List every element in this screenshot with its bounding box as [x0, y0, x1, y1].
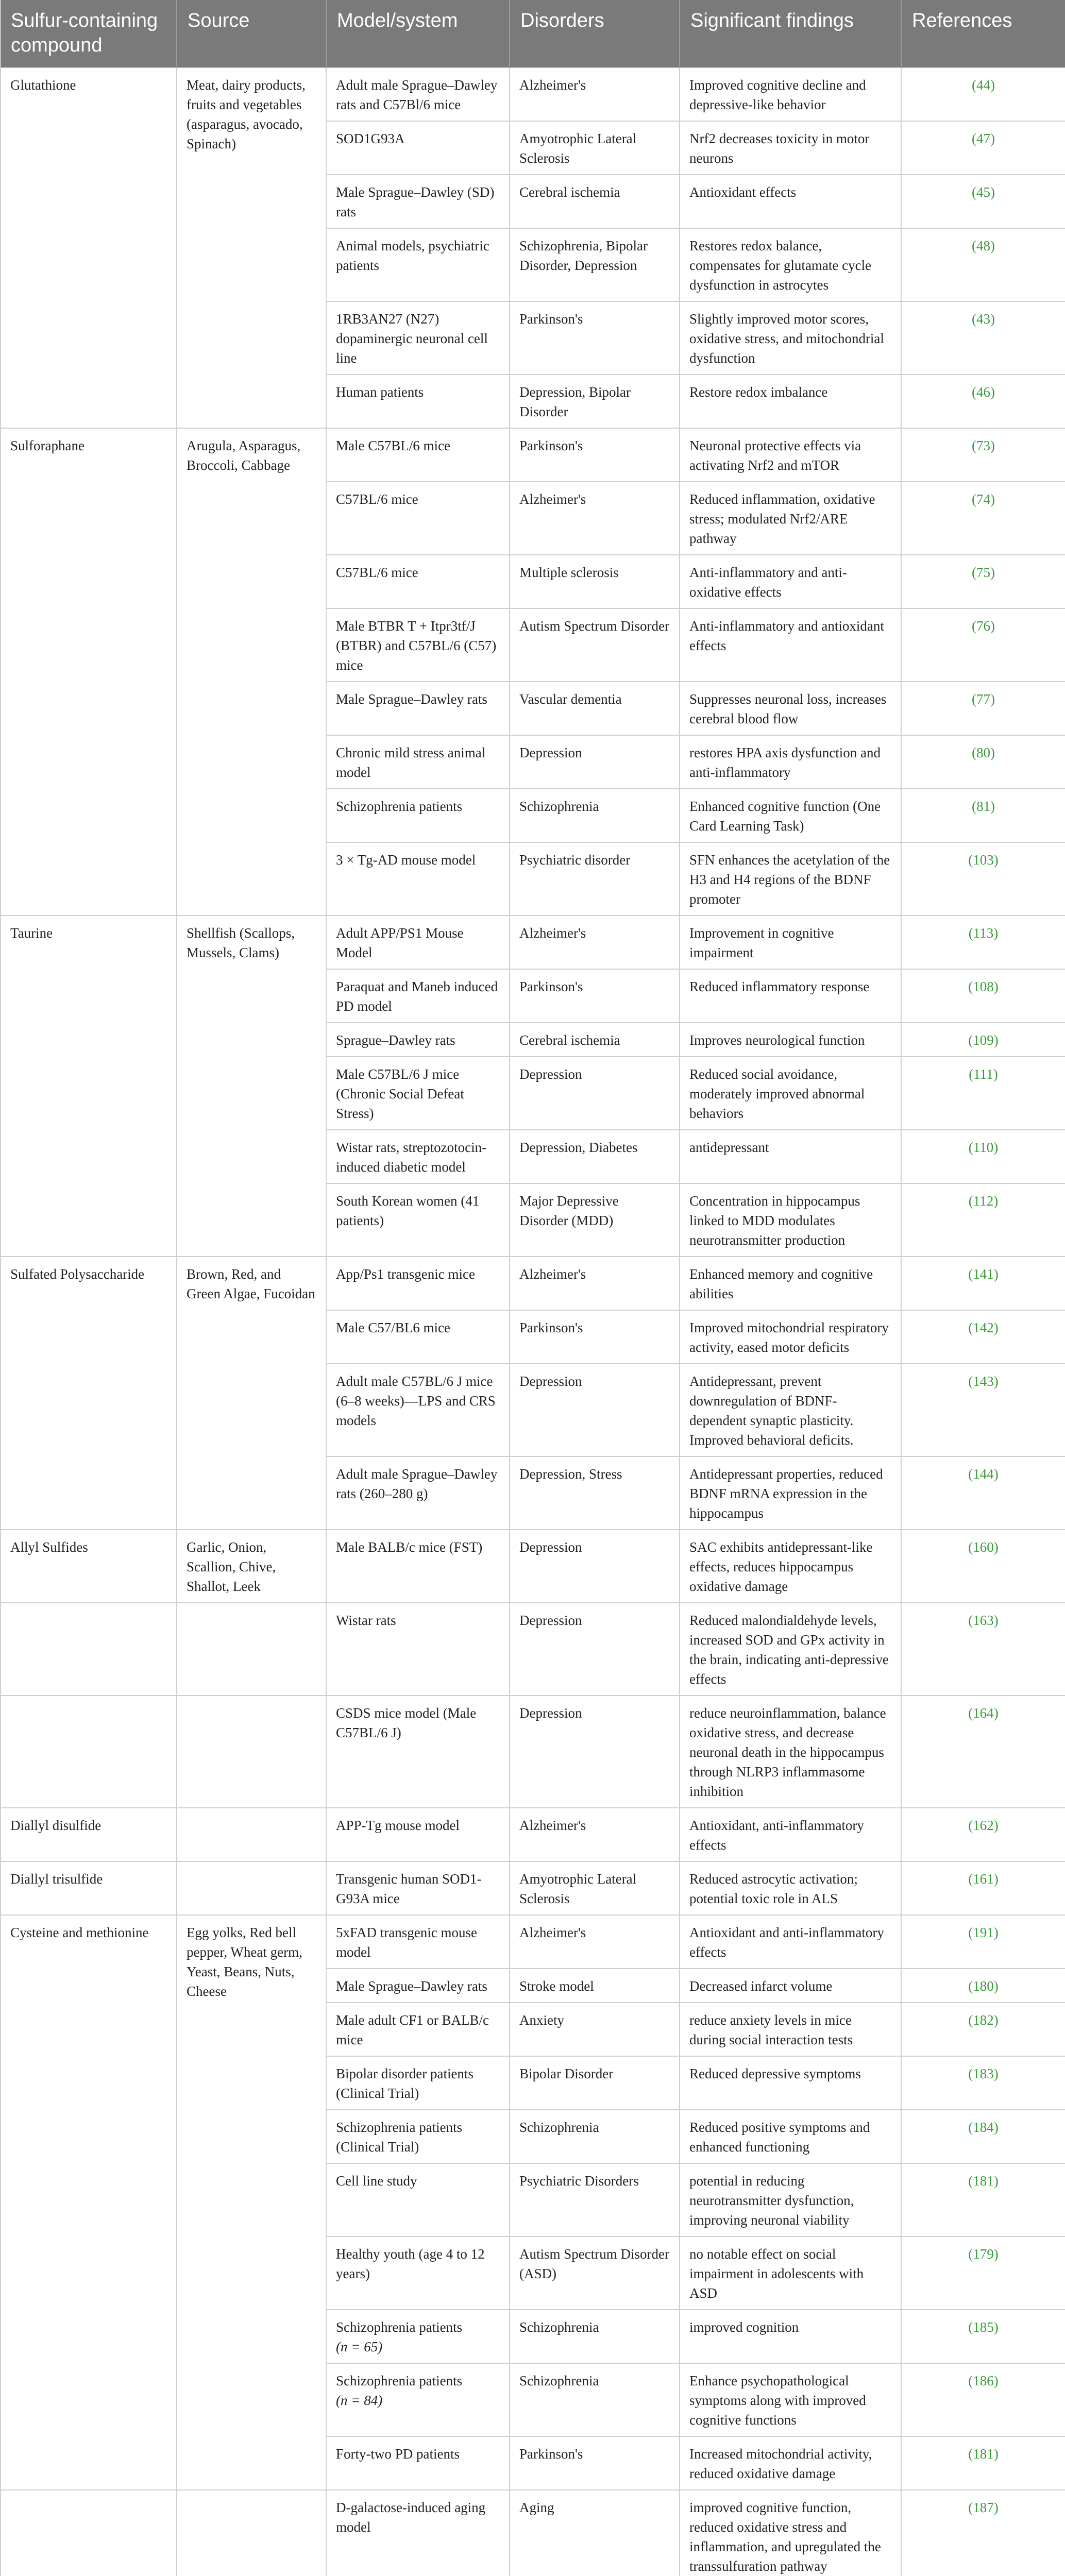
model-cell: Bipolar disorder patients (Clinical Trial) [326, 2056, 510, 2110]
source-cell [177, 2490, 326, 2576]
table-row [1, 1603, 1065, 1696]
disorder-cell: Parkinson's [510, 301, 680, 375]
reference-link[interactable]: (183) [901, 2056, 1065, 2110]
disorder-cell: Autism Spectrum Disorder (ASD) [510, 2236, 680, 2310]
finding-cell: improved cognitive function, reduced oxidative stress and inflammation, and upregulated the transsulfuration pathway [680, 2490, 901, 2576]
reference-link[interactable]: (180) [901, 1969, 1065, 2003]
finding-cell: antidepressant [680, 1130, 901, 1183]
reference-link[interactable]: (75) [901, 555, 1065, 608]
sample-size: (n = 65) [336, 2339, 383, 2354]
disorder-cell: Alzheimer's [510, 1915, 680, 1969]
reference-link[interactable]: (179) [901, 2236, 1065, 2310]
source-cell [177, 1603, 326, 1696]
disorder-cell: Depression, Diabetes [510, 1130, 680, 1183]
finding-cell: no notable effect on social impairment in adolescents with ASD [680, 2236, 901, 2310]
finding-cell: Enhanced cognitive function (One Card Learning Task) [680, 789, 901, 842]
reference-link[interactable]: (181) [901, 2436, 1065, 2490]
disorder-cell: Depression [510, 735, 680, 789]
model-cell [326, 2363, 510, 2436]
model-cell: Transgenic human SOD1-G93A mice [326, 1861, 510, 1915]
source-cell [177, 1696, 326, 1808]
reference-link[interactable]: (142) [901, 1310, 1065, 1364]
finding-cell: Improved cognitive decline and depressive-like behavior [680, 67, 901, 121]
header-row [1, 0, 1065, 67]
disorder-cell: Psychiatric Disorders [510, 2163, 680, 2236]
reference-link[interactable]: (109) [901, 1023, 1065, 1057]
finding-cell: Reduced inflammation, oxidative stress; modulated Nrf2/ARE pathway [680, 482, 901, 555]
compound-cell: Taurine [1, 916, 177, 1257]
model-cell: Male Sprague–Dawley (SD) rats [326, 175, 510, 228]
disorder-cell: Schizophrenia [510, 2363, 680, 2436]
model-cell: Wistar rats, streptozotocin-induced diabetic model [326, 1130, 510, 1183]
finding-cell: potential in reducing neurotransmitter dysfunction, improving neuronal viability [680, 2163, 901, 2236]
reference-link[interactable]: (143) [901, 1364, 1065, 1456]
finding-cell: Antioxidant, anti-inflammatory effects [680, 1808, 901, 1861]
table-row [1, 1530, 1065, 1603]
model-cell: C57BL/6 mice [326, 555, 510, 608]
table-row [1, 1808, 1065, 1861]
finding-cell: Reduced depressive symptoms [680, 2056, 901, 2110]
finding-cell: Antioxidant and anti-inflammatory effects [680, 1915, 901, 1969]
finding-cell: Improvement in cognitive impairment [680, 916, 901, 969]
reference-link[interactable]: (181) [901, 2163, 1065, 2236]
disorder-cell: Vascular dementia [510, 682, 680, 735]
finding-cell: Slightly improved motor scores, oxidative stress, and mitochondrial dysfunction [680, 301, 901, 375]
header-references: References [901, 0, 1065, 67]
table-row [1, 1257, 1065, 1310]
reference-link[interactable]: (44) [901, 67, 1065, 121]
model-cell: Adult male Sprague–Dawley rats and C57Bl/6 mice [326, 67, 510, 121]
disorder-cell: Parkinson's [510, 2436, 680, 2490]
reference-link[interactable]: (184) [901, 2110, 1065, 2163]
reference-link[interactable]: (103) [901, 842, 1065, 916]
reference-link[interactable]: (144) [901, 1456, 1065, 1530]
source-cell [177, 1808, 326, 1861]
finding-cell: Improves neurological function [680, 1023, 901, 1057]
disorder-cell: Bipolar Disorder [510, 2056, 680, 2110]
table-row [1, 1696, 1065, 1808]
finding-cell: Anti-inflammatory and antioxidant effects [680, 608, 901, 682]
model-cell: Paraquat and Maneb induced PD model [326, 969, 510, 1023]
disorder-cell: Depression, Stress [510, 1456, 680, 1530]
disorder-cell: Depression, Bipolar Disorder [510, 375, 680, 428]
disorder-cell: Depression [510, 1696, 680, 1808]
reference-link[interactable]: (141) [901, 1257, 1065, 1310]
model-cell: Adult male C57BL/6 J mice (6–8 weeks)—LPS and CRS models [326, 1364, 510, 1456]
finding-cell: reduce neuroinflammation, balance oxidative stress, and decrease neuronal death in the hippocampus through NLRP3 inflammasome inhibition [680, 1696, 901, 1808]
disorder-cell: Alzheimer's [510, 482, 680, 555]
compound-cell: Glutathione [1, 67, 177, 428]
finding-cell: Restores redox balance, compensates for glutamate cycle dysfunction in astrocytes [680, 228, 901, 301]
reference-link[interactable]: (46) [901, 375, 1065, 428]
table-row [1, 2490, 1065, 2576]
header-compound: Sulfur-containing compound [1, 0, 177, 67]
reference-link[interactable]: (111) [901, 1057, 1065, 1130]
model-cell: D-galactose-induced aging model [326, 2490, 510, 2576]
reference-link[interactable]: (77) [901, 682, 1065, 735]
model-text: Schizophrenia patients [336, 2319, 463, 2335]
compound-cell [1, 1696, 177, 1808]
finding-cell: reduce anxiety levels in mice during social interaction tests [680, 2003, 901, 2056]
source-cell [177, 1861, 326, 1915]
model-cell: Male adult CF1 or BALB/c mice [326, 2003, 510, 2056]
model-cell: Male C57/BL6 mice [326, 1310, 510, 1364]
finding-cell: Antioxidant effects [680, 175, 901, 228]
compound-cell: Sulfated Polysaccharide [1, 1257, 177, 1530]
finding-cell: Nrf2 decreases toxicity in motor neurons [680, 121, 901, 175]
source-cell: Garlic, Onion, Scallion, Chive, Shallot, Leek [177, 1530, 326, 1603]
disorder-cell: Parkinson's [510, 969, 680, 1023]
model-cell: Adult APP/PS1 Mouse Model [326, 916, 510, 969]
compound-cell [1, 2490, 177, 2576]
model-cell: Male Sprague–Dawley rats [326, 682, 510, 735]
finding-cell: Improved mitochondrial respiratory activity, eased motor deficits [680, 1310, 901, 1364]
model-text: Schizophrenia patients [336, 2373, 463, 2388]
header-model: Model/system [326, 0, 510, 67]
compound-cell [1, 1603, 177, 1696]
model-cell: Animal models, psychiatric patients [326, 228, 510, 301]
disorder-cell: Multiple sclerosis [510, 555, 680, 608]
finding-cell: Antidepressant properties, reduced BDNF mRNA expression in the hippocampus [680, 1456, 901, 1530]
reference-link[interactable]: (43) [901, 301, 1065, 375]
model-cell: Male Sprague–Dawley rats [326, 1969, 510, 2003]
table-row [1, 1861, 1065, 1915]
finding-cell: Enhanced memory and cognitive abilities [680, 1257, 901, 1310]
model-cell: CSDS mice model (Male C57BL/6 J) [326, 1696, 510, 1808]
finding-cell: Reduced positive symptoms and enhanced functioning [680, 2110, 901, 2163]
disorder-cell: Depression [510, 1057, 680, 1130]
source-cell: Shellfish (Scallops, Mussels, Clams) [177, 916, 326, 1257]
compound-cell: Sulforaphane [1, 428, 177, 916]
reference-link[interactable]: (74) [901, 482, 1065, 555]
model-cell: Male BALB/c mice (FST) [326, 1530, 510, 1603]
table-row [1, 428, 1065, 482]
reference-link[interactable]: (162) [901, 1808, 1065, 1861]
source-cell: Meat, dairy products, fruits and vegetables (asparagus, avocado, Spinach) [177, 67, 326, 428]
reference-link[interactable]: (182) [901, 2003, 1065, 2056]
header-source: Source [177, 0, 326, 67]
model-cell [326, 2310, 510, 2363]
disorder-cell: Cerebral ischemia [510, 1023, 680, 1057]
model-cell: App/Ps1 transgenic mice [326, 1257, 510, 1310]
finding-cell: Concentration in hippocampus linked to MDD modulates neurotransmitter production [680, 1183, 901, 1257]
model-cell: SOD1G93A [326, 121, 510, 175]
finding-cell: Reduced malondialdehyde levels, increased SOD and GPx activity in the brain, indicating anti-depressive effects [680, 1603, 901, 1696]
disorder-cell: Schizophrenia [510, 789, 680, 842]
model-cell: Healthy youth (age 4 to 12 years) [326, 2236, 510, 2310]
model-cell: 5xFAD transgenic mouse model [326, 1915, 510, 1969]
compound-cell: Allyl Sulfides [1, 1530, 177, 1603]
finding-cell: Restore redox imbalance [680, 375, 901, 428]
reference-link[interactable]: (113) [901, 916, 1065, 969]
source-cell: Egg yolks, Red bell pepper, Wheat germ, Yeast, Beans, Nuts, Cheese [177, 1915, 326, 2490]
finding-cell: Increased mitochondrial activity, reduced oxidative damage [680, 2436, 901, 2490]
disorder-cell: Aging [510, 2490, 680, 2576]
header-findings: Significant findings [680, 0, 901, 67]
disorder-cell: Alzheimer's [510, 67, 680, 121]
reference-link[interactable]: (191) [901, 1915, 1065, 1969]
disorder-cell: Parkinson's [510, 428, 680, 482]
model-cell: Human patients [326, 375, 510, 428]
table-row [1, 1915, 1065, 1969]
disorder-cell: Psychiatric disorder [510, 842, 680, 916]
reference-link[interactable]: (187) [901, 2490, 1065, 2576]
reference-link[interactable]: (160) [901, 1530, 1065, 1603]
disorder-cell: Schizophrenia, Bipolar Disorder, Depression [510, 228, 680, 301]
disorder-cell: Depression [510, 1364, 680, 1456]
model-cell: Wistar rats [326, 1603, 510, 1696]
finding-cell: Antidepressant, prevent downregulation of BDNF-dependent synaptic plasticity. Improved behavioral deficits. [680, 1364, 901, 1456]
reference-link[interactable]: (186) [901, 2363, 1065, 2436]
disorder-cell: Parkinson's [510, 1310, 680, 1364]
disorder-cell: Amyotrophic Lateral Sclerosis [510, 121, 680, 175]
finding-cell: Reduced astrocytic activation; potential toxic role in ALS [680, 1861, 901, 1915]
model-cell: Male C57BL/6 J mice (Chronic Social Defeat Stress) [326, 1057, 510, 1130]
model-cell: APP-Tg mouse model [326, 1808, 510, 1861]
disorder-cell: Autism Spectrum Disorder [510, 608, 680, 682]
model-cell: Chronic mild stress animal model [326, 735, 510, 789]
reference-link[interactable]: (45) [901, 175, 1065, 228]
reference-link[interactable]: (163) [901, 1603, 1065, 1696]
disorder-cell: Cerebral ischemia [510, 175, 680, 228]
reference-link[interactable]: (164) [901, 1696, 1065, 1808]
model-cell: Forty-two PD patients [326, 2436, 510, 2490]
compound-cell: Diallyl disulfide [1, 1808, 177, 1861]
table-row [1, 67, 1065, 121]
compound-cell: Diallyl trisulfide [1, 1861, 177, 1915]
compound-cell: Cysteine and methionine [1, 1915, 177, 2490]
reference-link[interactable]: (110) [901, 1130, 1065, 1183]
disorder-cell: Stroke model [510, 1969, 680, 2003]
reference-link[interactable]: (76) [901, 608, 1065, 682]
reference-link[interactable]: (48) [901, 228, 1065, 301]
table-body [1, 67, 1065, 2576]
source-cell: Arugula, Asparagus, Broccoli, Cabbage [177, 428, 326, 916]
finding-cell: restores HPA axis dysfunction and anti-inflammatory [680, 735, 901, 789]
model-cell: Cell line study [326, 2163, 510, 2236]
reference-link[interactable]: (112) [901, 1183, 1065, 1257]
finding-cell: Decreased infarct volume [680, 1969, 901, 2003]
reference-link[interactable]: (81) [901, 789, 1065, 842]
model-cell: Male BTBR T + Itpr3tf/J (BTBR) and C57BL/6 (C57) mice [326, 608, 510, 682]
model-cell: Male C57BL/6 mice [326, 428, 510, 482]
model-cell: South Korean women (41 patients) [326, 1183, 510, 1257]
finding-cell: Reduced inflammatory response [680, 969, 901, 1023]
header-disorders: Disorders [510, 0, 680, 67]
finding-cell: Suppresses neuronal loss, increases cerebral blood flow [680, 682, 901, 735]
reference-link[interactable]: (185) [901, 2310, 1065, 2363]
source-cell: Brown, Red, and Green Algae, Fucoidan [177, 1257, 326, 1530]
finding-cell: Enhance psychopathological symptoms along with improved cognitive functions [680, 2363, 901, 2436]
reference-link[interactable]: (161) [901, 1861, 1065, 1915]
table-row [1, 916, 1065, 969]
finding-cell: SAC exhibits antidepressant-like effects, reduces hippocampus oxidative damage [680, 1530, 901, 1603]
reference-link[interactable]: (108) [901, 969, 1065, 1023]
disorder-cell: Major Depressive Disorder (MDD) [510, 1183, 680, 1257]
disorder-cell: Depression [510, 1603, 680, 1696]
finding-cell: Anti-inflammatory and anti-oxidative effects [680, 555, 901, 608]
finding-cell: improved cognition [680, 2310, 901, 2363]
model-cell: 1RB3AN27 (N27) dopaminergic neuronal cell line [326, 301, 510, 375]
model-cell: Sprague–Dawley rats [326, 1023, 510, 1057]
disorder-cell: Alzheimer's [510, 916, 680, 969]
finding-cell: SFN enhances the acetylation of the H3 and H4 regions of the BDNF promoter [680, 842, 901, 916]
finding-cell: Reduced social avoidance, moderately improved abnormal behaviors [680, 1057, 901, 1130]
model-cell: Schizophrenia patients (Clinical Trial) [326, 2110, 510, 2163]
disorder-cell: Schizophrenia [510, 2110, 680, 2163]
model-cell: 3 × Tg-AD mouse model [326, 842, 510, 916]
finding-cell: Neuronal protective effects via activating Nrf2 and mTOR [680, 428, 901, 482]
reference-link[interactable]: (47) [901, 121, 1065, 175]
disorder-cell: Schizophrenia [510, 2310, 680, 2363]
disorder-cell: Alzheimer's [510, 1257, 680, 1310]
sample-size: (n = 84) [336, 2393, 383, 2408]
model-cell: C57BL/6 mice [326, 482, 510, 555]
model-cell: Adult male Sprague–Dawley rats (260–280 g) [326, 1456, 510, 1530]
disorder-cell: Anxiety [510, 2003, 680, 2056]
reference-link[interactable]: (73) [901, 428, 1065, 482]
disorder-cell: Depression [510, 1530, 680, 1603]
model-cell: Schizophrenia patients [326, 789, 510, 842]
disorder-cell: Amyotrophic Lateral Sclerosis [510, 1861, 680, 1915]
disorder-cell: Alzheimer's [510, 1808, 680, 1861]
reference-link[interactable]: (80) [901, 735, 1065, 789]
